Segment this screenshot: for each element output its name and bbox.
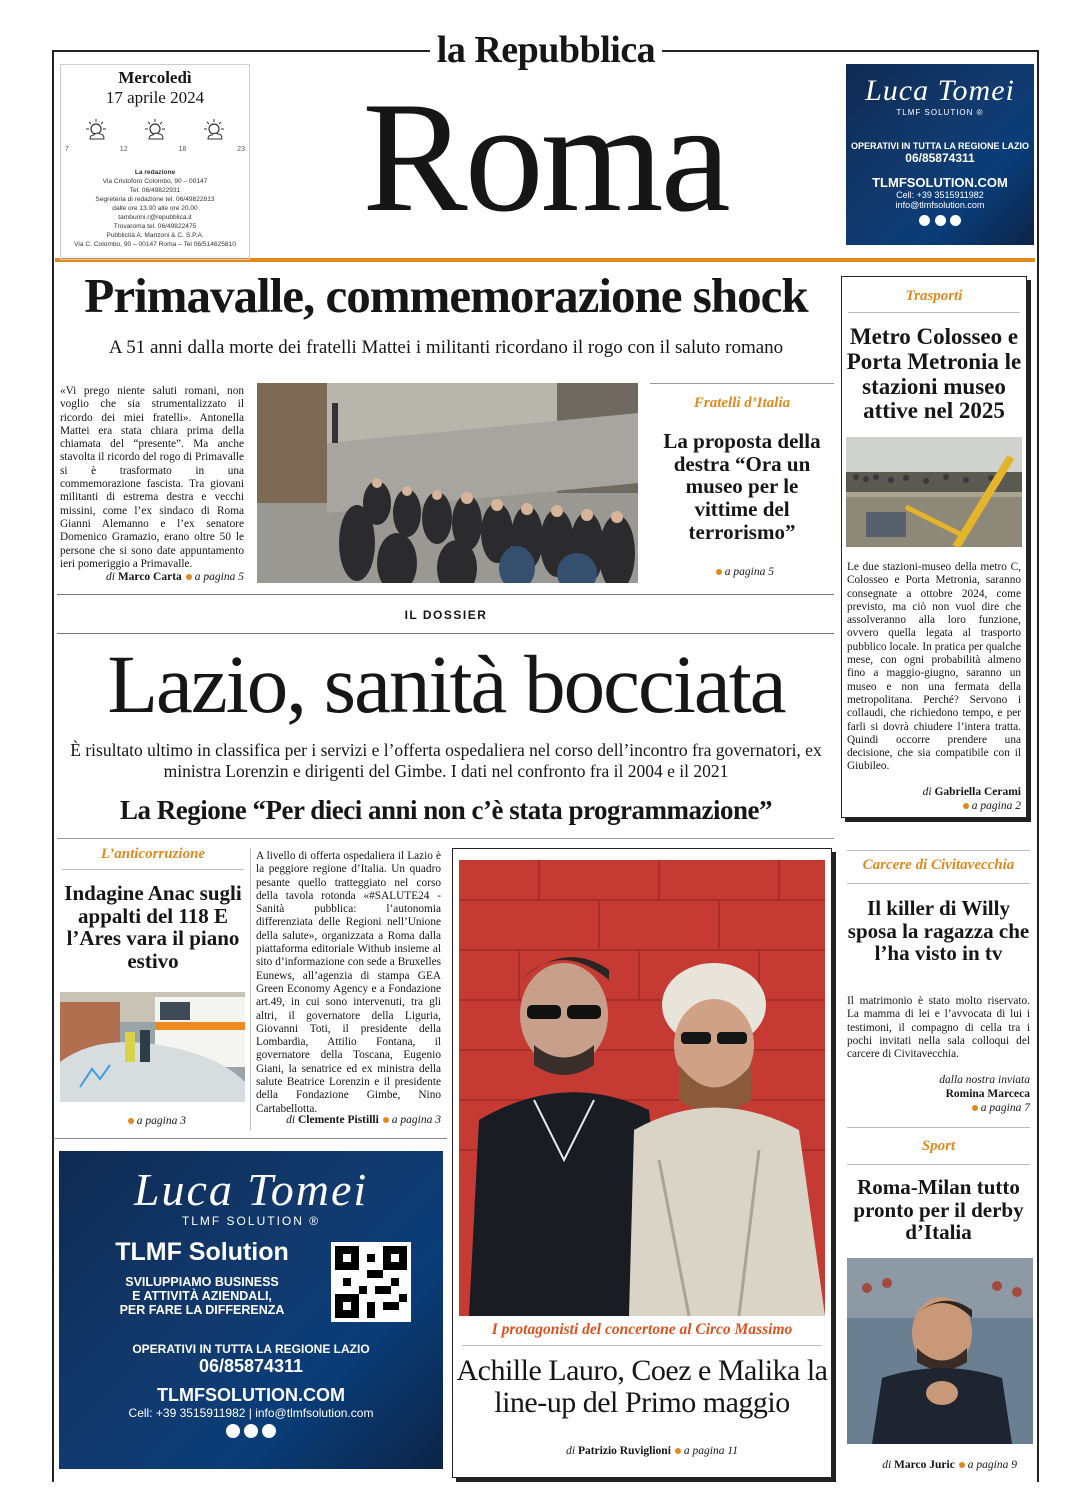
bullet-icon [959, 1462, 965, 1468]
byline-prefix: di [882, 1459, 892, 1471]
issue-date: 17 aprile 2024 [105, 88, 205, 107]
bullet-icon [383, 1117, 389, 1123]
concerto-photo [459, 860, 825, 1316]
bullet-icon [716, 569, 722, 575]
sun-cloud-icon [142, 118, 168, 144]
social-icons [59, 1424, 443, 1443]
concerto-headline[interactable]: Achille Lauro, Coez e Malika la line-up del Primo maggio [456, 1354, 828, 1420]
bullet-icon [128, 1118, 134, 1124]
redazione-line: La redazione [134, 169, 176, 176]
linkedin-icon [950, 215, 961, 226]
ad-top[interactable] [846, 64, 1034, 245]
weather-strip [61, 118, 249, 158]
author: Gabriella Cerami [934, 786, 1021, 798]
ad-pitch-line: SVILUPPIAMO BUSINESS [125, 1275, 279, 1289]
facebook-icon [226, 1424, 240, 1438]
author: Romina Marceca [945, 1088, 1030, 1100]
carcere-author [847, 1088, 1030, 1100]
byline-prefix: di [922, 786, 932, 798]
carcere-body: Il matrimonio è stato molto riservato. La mamma di lei e l’avvocata di lui i testimoni, il compagno di cella tra i pochi invitati nella sala colloqui del carcere di Civitavecchia. [847, 995, 1030, 1061]
author: Marco Carta [117, 571, 182, 583]
instagram-icon [935, 215, 946, 226]
page-ref[interactable]: a pagina 7 [980, 1102, 1030, 1114]
redazione-line: Pubblicità A. Manzoni & C. S.P.A. [106, 232, 204, 239]
weather-hour: 18 [178, 146, 187, 153]
ad-title: TLMF Solution [115, 1238, 289, 1266]
ad-site: TLMFSOLUTION.COM [872, 175, 1008, 190]
coach-photo [847, 1258, 1033, 1444]
concerto-kicker: I protagonisti del concertone al Circo Massimo [491, 1321, 793, 1338]
registered-mark: ® [309, 1214, 321, 1228]
trasporti-page[interactable] [847, 800, 1021, 812]
anticorruzione-headline[interactable]: Indagine Anac sugli appalti del 118 E l’Ares vara il piano estivo [64, 881, 242, 974]
page-ref[interactable]: a pagina 5 [724, 566, 774, 578]
ad-phone: 06/85874311 [905, 151, 975, 165]
registered-mark: ® [976, 108, 984, 117]
sport-kicker: Sport [921, 1138, 956, 1154]
ad-line: OPERATIVI IN TUTTA LA REGIONE LAZIO [851, 141, 1029, 151]
ad-signature: Luca Tomei [133, 1164, 369, 1215]
redazione-line: Trovaroma tel. 06/49822475 [113, 223, 197, 230]
dossier-label: IL DOSSIER [404, 608, 488, 622]
instagram-icon [244, 1424, 258, 1438]
edition-title: Roma [362, 70, 728, 245]
trasporti-kicker: Trasporti [905, 288, 963, 304]
anticorruzione-kicker: L’anticorruzione [100, 846, 206, 862]
ad-pitch-line: E ATTIVITÀ AZIENDALI, [132, 1289, 272, 1303]
lead-byline [60, 571, 244, 583]
sun-cloud-icon [201, 118, 227, 144]
fdi-kicker: Fratelli d’Italia [693, 395, 791, 411]
carcere-kicker: Carcere di Civitavecchia [862, 857, 1015, 873]
bullet-icon [972, 1105, 978, 1111]
lead-headline[interactable]: Primavalle, commemorazione shock [84, 268, 808, 323]
ad-bottom[interactable] [59, 1151, 443, 1469]
ad-signature: Luca Tomei [865, 74, 1015, 107]
redazione-line: tamburini.r@repubblica.it [118, 214, 192, 221]
linkedin-icon [262, 1424, 276, 1438]
page-ref[interactable]: a pagina 3 [136, 1115, 186, 1127]
lead-body: «Vi prego niente saluti romani, non voglio che sia strumentalizzato il ricordo dei miei fratelli». Antonella Mattei era stata chiara prima della chiamata del “presente”. Ma anche stavolta il ricordo del rogo di Primavalle si è trasformato in una commemorazione fascista. Tra giovani militanti di estrema destra e vecchi missini, come l’ex sindaco di Roma Gianni Alemanno e l’ex senatore Domenico Gramazio, erano oltre 50 le persone che si sono date appuntamento ieri pomeriggio a Primavalle. [60, 385, 244, 570]
byline-prefix: di [286, 1114, 296, 1126]
ad-brand-small: TLMF SOLUTION [181, 1214, 304, 1228]
page-ref[interactable]: a pagina 2 [971, 800, 1021, 812]
ad-cell: Cell: +39 3515911982 [896, 190, 984, 200]
lead-photo [257, 383, 638, 583]
weather-hour: 7 [65, 146, 69, 153]
bullet-icon [186, 574, 192, 580]
dossier-quote[interactable]: La Regione “Per dieci anni non c’è stata programmazione” [120, 795, 772, 825]
anticorruzione-page[interactable] [60, 1115, 186, 1127]
ad-email: info@tlmfsolution.com [895, 200, 985, 210]
bullet-icon [963, 803, 969, 809]
carcere-headline[interactable]: Il killer di Willy sposa la ragazza che l’ha visto in tv [847, 896, 1030, 966]
date-box [60, 64, 250, 260]
metro-photo [846, 437, 1022, 547]
dossier-byline [256, 1114, 441, 1126]
redazione-line: Via C. Colombo, 90 – 00147 Roma – Tel 06/514625810 [74, 241, 236, 248]
dossier-headline[interactable]: Lazio, sanità bocciata [107, 638, 785, 730]
page-ref[interactable]: a pagina 11 [683, 1445, 738, 1457]
bullet-icon [675, 1448, 681, 1454]
redazione-info [61, 168, 249, 249]
weather-hour: 23 [237, 146, 245, 153]
weekday: Mercoledì [118, 68, 192, 87]
page-ref[interactable]: a pagina 9 [967, 1459, 1017, 1471]
carcere-page[interactable] [847, 1102, 1030, 1114]
fdi-headline[interactable]: La proposta della destra “Ora un museo per le vittime del terrorismo” [663, 429, 821, 544]
redazione-line: Segreteria di redazione tel. 06/49822813 [95, 196, 215, 203]
page-ref[interactable]: a pagina 5 [194, 571, 244, 583]
byline-prefix: di [566, 1445, 576, 1457]
ad-brand-small: TLMF SOLUTION [896, 108, 974, 117]
page-ref[interactable]: a pagina 3 [391, 1114, 441, 1126]
ad-line: OPERATIVI IN TUTTA LA REGIONE LAZIO [132, 1342, 370, 1356]
trasporti-body: Le due stazioni-museo della metro C, Colosseo e Porta Metronia, saranno consegnate a ottobre 2024, come previsto, ma ciò non vuol dire che assolveranno alla loro funzione, ovvero quella legata al trasporto pubblico locale. In pratica per qualche mese, con ogni probabilità almeno fino a maggio-giugno, saranno un museo e non una fermata della metropolitana. Perché? Servono i collaudi, che richiedono tempo, e per farli si dovrà chiudere l’intera tratta. Quindi occorre prendere una decisione, che sia compatibile con il Giubileo. [847, 561, 1021, 773]
brand-name: la Repubblica [436, 29, 656, 71]
ambulance-photo [60, 992, 245, 1102]
dossier-subhead: È risultato ultimo in classifica per i servizi e l’offerta ospedaliera nel corso dell’incontro fra governatori, ex ministra Lorenzin e dirigenti del Gimbe. I dati nel confronto fra il 2004 e il 2021 [70, 740, 822, 781]
fdi-page[interactable] [650, 566, 774, 578]
ad-contact: Cell: +39 3515911982 | info@tlmfsolution.com [128, 1406, 374, 1420]
sport-byline [847, 1459, 1017, 1471]
author: Clemente Pistilli [297, 1114, 379, 1126]
trasporti-headline[interactable]: Metro Colosseo e Porta Metronia le stazioni museo attive nel 2025 [846, 324, 1022, 424]
ad-phone: 06/85874311 [198, 1356, 304, 1376]
dossier-body: A livello di offerta ospedaliera il Lazio è la peggiore regione d’Italia. Un quadro pesante quello tratteggiato nel corso della tavola rotonda «#SALUTE24 - Sanità pubblica: l’autonomia differenziata delle Regioni nell’Unione della salute», organizzata a Roma dalla piattaforma editoriale Withub insieme al sito d’informazione con sede a Bruxelles Eunews, all’agenzia di stampa GEA Green Economy Agency e a Fondazione art.49, in cui sono intervenuti, tra gli altri, il governatore della Liguria, Giovanni Toti, il presidente della Lombardia, Attilio Fontana, il governatore della Toscana, Eugenio Giani, la senatrice ed ex ministra della salute Beatrice Lorenzin e il presidente della Fondazione Gimbe, Nino Cartabellotta. [256, 850, 441, 1115]
social-icons [846, 213, 1034, 231]
byline-prefix: di [106, 571, 115, 583]
qr-code-icon[interactable] [331, 1242, 411, 1322]
sun-cloud-icon [83, 118, 109, 144]
author: Marco Juric [894, 1459, 955, 1471]
trasporti-byline [847, 786, 1021, 798]
facebook-icon [919, 215, 930, 226]
carcere-byline-prefix: dalla nostra inviata [939, 1074, 1030, 1086]
ad-pitch-line: PER FARE LA DIFFERENZA [119, 1303, 285, 1317]
redazione-line: Tel. 06/49822931 [129, 187, 181, 194]
weather-hour: 12 [119, 146, 128, 153]
ad-site: TLMFSOLUTION.COM [157, 1385, 345, 1405]
author: Patrizio Ruviglioni [577, 1445, 671, 1457]
redazione-line: Via Cristoforo Colombo, 90 – 00147 [102, 178, 208, 185]
sport-headline[interactable]: Roma-Milan tutto pronto per il derby d’Italia [853, 1175, 1024, 1245]
redazione-line: dalle ore 13.00 alle ore 20.00 [112, 205, 198, 212]
concerto-byline [456, 1445, 738, 1457]
lead-subhead: A 51 anni dalla morte dei fratelli Mattei i militanti ricordano il rogo con il saluto romano [108, 337, 784, 358]
